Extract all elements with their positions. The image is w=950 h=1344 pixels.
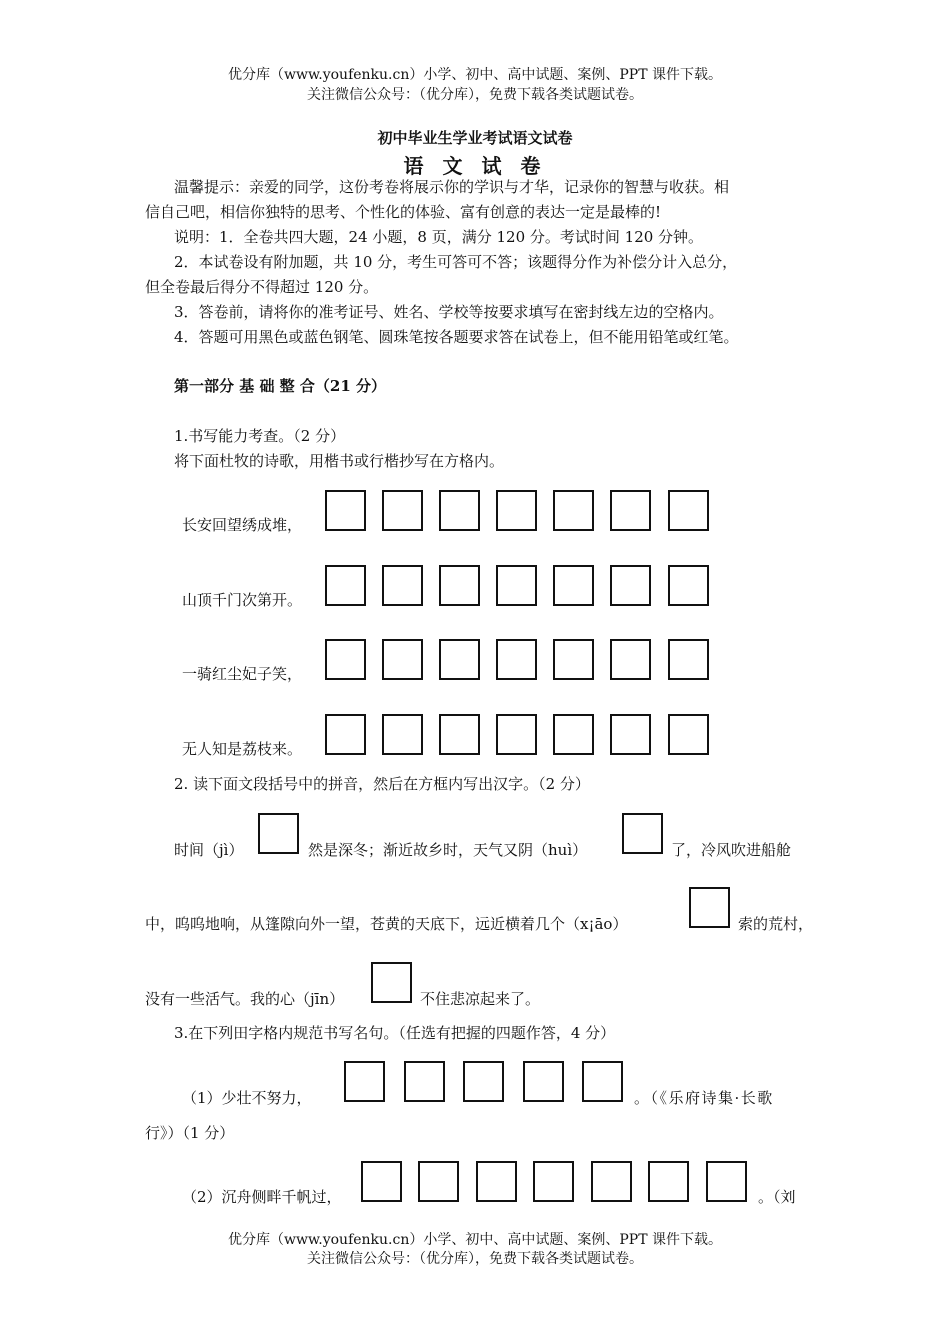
tip-line2: 信自己吧，相信你独特的思考、个性化的体验、富有创意的表达一定是最棒的! [145,203,662,221]
answer-box[interactable] [523,1061,564,1102]
note-2-line1: 2．本试卷设有附加题，共 10 分，考生可答可不答；该题得分作为补偿分计入总分， [174,253,738,271]
exam-title: 初中毕业生学业考试语文试卷 [377,129,573,147]
answer-box[interactable] [582,1061,623,1102]
answer-box[interactable] [325,490,366,531]
answer-box[interactable] [496,714,537,755]
answer-box[interactable] [325,565,366,606]
note-3: 3．答卷前，请将你的准考证号、姓名、学校等按要求填写在密封线左边的空格内。 [174,303,724,321]
tip-line1: 温馨提示：亲爱的同学，这份考卷将展示你的学识与才华，记录你的智慧与收获。相 [174,178,730,196]
q3-s2-b: 。（刘 [758,1188,796,1206]
note-1: 说明：1．全卷共四大题，24 小题，8 页，满分 120 分。考试时间 120 分钟。 [174,228,704,246]
q2-line1-a: 时间（jì） [174,841,244,859]
site-header-line1: 优分库（www.youfenku.cn）小学、初中、高中试题、案例、PPT 课件下载。 [227,67,722,83]
answer-box[interactable] [382,714,423,755]
q2-line3-b: 不住悲凉起来了。 [420,990,541,1008]
answer-box[interactable] [668,490,709,531]
poem-line-1: 长安回望绣成堆， [182,516,303,534]
part1-heading: 第一部分 基 础 整 合（21 分） [174,377,386,395]
answer-box[interactable] [439,490,480,531]
q2-line1-c: 了，冷风吹进船舱 [671,841,792,859]
answer-box[interactable] [553,639,594,680]
answer-box[interactable] [439,565,480,606]
q2-line2-a: 中，呜呜地响，从篷隙向外一望，苍黄的天底下，远近横着几个（x¡āo） [145,915,628,933]
answer-box[interactable] [591,1161,632,1202]
answer-box[interactable] [533,1161,574,1202]
poem-line-2: 山顶千门次第开。 [182,591,303,609]
answer-box[interactable] [404,1061,445,1102]
answer-box[interactable] [668,714,709,755]
site-footer-line1: 优分库（www.youfenku.cn）小学、初中、高中试题、案例、PPT 课件下载。 [227,1232,722,1248]
q1-title: 1.书写能力考查。（2 分） [174,427,346,445]
answer-box[interactable] [344,1061,385,1102]
q1-instruction: 将下面杜牧的诗歌，用楷书或行楷抄写在方格内。 [174,452,505,470]
answer-box[interactable] [382,639,423,680]
pinyin-answer-box-1[interactable] [258,813,299,854]
answer-box[interactable] [325,714,366,755]
pinyin-answer-box-4[interactable] [371,962,412,1003]
answer-box[interactable] [553,490,594,531]
answer-box[interactable] [668,639,709,680]
q2-line3-a: 没有一些活气。我的心（jīn） [145,990,345,1008]
answer-box[interactable] [382,565,423,606]
answer-box[interactable] [610,639,651,680]
site-footer-line2: 关注微信公众号：（优分库），免费下载各类试题试卷。 [307,1251,643,1267]
answer-box[interactable] [382,490,423,531]
pinyin-answer-box-3[interactable] [689,887,730,928]
poem-line-3: 一骑红尘妃子笑， [182,665,303,683]
answer-box[interactable] [496,565,537,606]
exam-subtitle: 语 文 试 卷 [403,154,547,178]
answer-box[interactable] [668,565,709,606]
answer-box[interactable] [361,1161,402,1202]
answer-box[interactable] [496,639,537,680]
answer-box[interactable] [496,490,537,531]
q3-s1-b: 。（《乐府诗集·长歌 [634,1089,774,1107]
answer-box[interactable] [610,565,651,606]
q3-s1-a: （1）少壮不努力， [182,1089,312,1107]
answer-box[interactable] [610,490,651,531]
pinyin-answer-box-2[interactable] [622,813,663,854]
answer-box[interactable] [439,714,480,755]
q3-s1-c: 行》）（1 分） [145,1124,235,1142]
answer-box[interactable] [418,1161,459,1202]
q3-title: 3.在下列田字格内规范书写名句。（任选有把握的四题作答，4 分） [174,1024,616,1042]
answer-box[interactable] [463,1061,504,1102]
site-header-line2: 关注微信公众号：（优分库），免费下载各类试题试卷。 [307,87,643,103]
poem-line-4: 无人知是荔枝来。 [182,740,303,758]
note-4: 4．答题可用黑色或蓝色钢笔、圆珠笔按各题要求答在试卷上，但不能用铅笔或红笔。 [174,328,739,346]
answer-box[interactable] [648,1161,689,1202]
q3-s2-a: （2）沉舟侧畔千帆过， [182,1188,342,1206]
answer-box[interactable] [439,639,480,680]
answer-box[interactable] [706,1161,747,1202]
answer-box[interactable] [553,565,594,606]
q2-title: 2. 读下面文段括号中的拼音，然后在方框内写出汉字。（2 分） [174,775,590,793]
answer-box[interactable] [610,714,651,755]
q2-line2-b: 索的荒村， [738,915,814,933]
answer-box[interactable] [476,1161,517,1202]
answer-box[interactable] [325,639,366,680]
answer-box[interactable] [553,714,594,755]
note-2-line2: 但全卷最后得分不得超过 120 分。 [145,278,379,296]
q2-line1-b: 然是深冬；渐近故乡时，天气又阴（huì） [308,841,588,859]
